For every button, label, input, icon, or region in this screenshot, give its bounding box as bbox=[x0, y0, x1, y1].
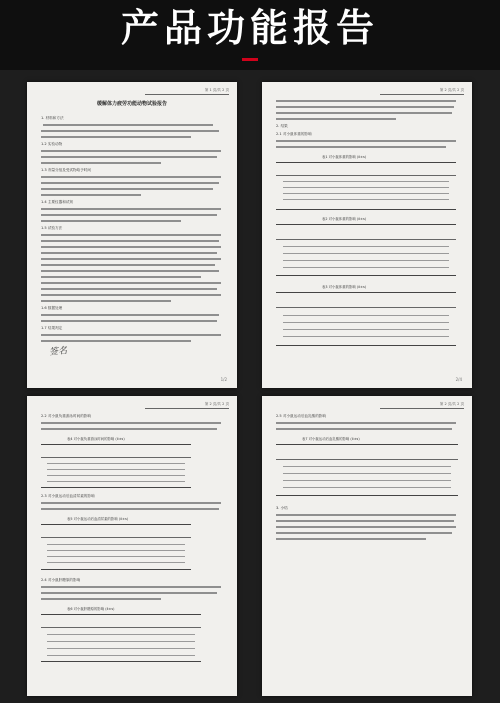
text-line bbox=[41, 264, 215, 266]
text-line bbox=[41, 334, 221, 336]
section-heading: 2.3 对小鼠运动后血清尿素的影响 bbox=[41, 494, 95, 498]
report-page-1[interactable] bbox=[27, 82, 237, 388]
text-line bbox=[41, 270, 219, 272]
text-line bbox=[41, 130, 219, 132]
text-line bbox=[41, 300, 171, 302]
text-line bbox=[276, 140, 456, 142]
text-line bbox=[41, 240, 219, 242]
document-gallery bbox=[0, 70, 500, 703]
table-row bbox=[283, 336, 449, 337]
section-heading: 2. 结果 bbox=[276, 124, 288, 128]
text-line bbox=[276, 118, 396, 120]
table-row bbox=[47, 634, 194, 635]
table-row bbox=[47, 469, 185, 470]
table-row bbox=[283, 199, 449, 200]
table-row bbox=[47, 463, 185, 464]
text-line bbox=[276, 112, 452, 114]
table-row bbox=[283, 315, 449, 316]
text-line bbox=[41, 220, 181, 222]
data-table bbox=[41, 614, 201, 662]
text-line bbox=[41, 188, 213, 190]
text-line bbox=[41, 176, 221, 178]
text-line bbox=[41, 258, 221, 260]
text-line bbox=[41, 508, 219, 510]
text-line bbox=[41, 194, 141, 196]
table-row bbox=[41, 627, 201, 628]
text-line bbox=[276, 100, 456, 102]
section-heading: 2.5 对小鼠运动后血乳酸的影响 bbox=[276, 414, 326, 418]
section-heading: 1.6 数据处理 bbox=[41, 306, 63, 310]
table-row bbox=[283, 187, 449, 188]
text-line bbox=[41, 592, 217, 594]
text-line bbox=[276, 428, 452, 430]
text-line bbox=[41, 586, 221, 588]
text-line bbox=[41, 156, 217, 158]
text-line bbox=[276, 422, 456, 424]
table-caption: 表1 对小鼠体重的影响 (x̄±s) bbox=[322, 155, 367, 159]
table-row bbox=[276, 459, 458, 460]
data-table bbox=[276, 444, 458, 496]
text-line bbox=[276, 146, 446, 148]
section-heading: 1.2 实验动物 bbox=[41, 142, 63, 146]
table-row bbox=[283, 260, 449, 261]
page-mark: 2/4 bbox=[455, 377, 462, 382]
text-line bbox=[276, 532, 452, 534]
text-line bbox=[41, 282, 221, 284]
table-row bbox=[283, 246, 449, 247]
table-row bbox=[47, 550, 185, 551]
title-accent-bar bbox=[242, 58, 258, 61]
text-line bbox=[41, 214, 217, 216]
page-header: 第 1 页/共 2 页 bbox=[145, 88, 229, 95]
signature: 签名 bbox=[48, 346, 68, 358]
data-table bbox=[41, 444, 191, 488]
table-row bbox=[47, 556, 185, 557]
table-row bbox=[47, 544, 185, 545]
table-row bbox=[283, 181, 449, 182]
table-row bbox=[283, 267, 449, 268]
table-row bbox=[276, 307, 456, 308]
table-row bbox=[283, 329, 449, 330]
text-line bbox=[276, 538, 426, 540]
table-caption: 表5 对小鼠运动后血清尿素的影响 (x̄±s) bbox=[67, 517, 129, 521]
table-row bbox=[47, 481, 185, 482]
table-row bbox=[47, 475, 185, 476]
text-line bbox=[41, 150, 221, 152]
table-row bbox=[283, 193, 449, 194]
data-table bbox=[276, 162, 456, 210]
page-header: 第 2 页/共 2 页 bbox=[380, 88, 464, 95]
data-table bbox=[276, 224, 456, 276]
table-row bbox=[276, 239, 456, 240]
section-heading: 3. 小结 bbox=[276, 506, 288, 510]
page-title: 产品功能报告 bbox=[120, 6, 379, 50]
table-row bbox=[283, 473, 450, 474]
text-line bbox=[276, 106, 454, 108]
text-line bbox=[41, 502, 221, 504]
table-row bbox=[283, 466, 450, 467]
text-line bbox=[41, 182, 219, 184]
section-heading: 1. 材料和方法 bbox=[41, 116, 64, 120]
report-page-2[interactable] bbox=[262, 82, 472, 388]
text-line bbox=[276, 526, 456, 528]
table-row bbox=[47, 655, 194, 656]
text-line bbox=[41, 314, 219, 316]
table-caption: 表6 对小鼠肝糖原的影响 (x̄±s) bbox=[67, 607, 115, 611]
section-heading: 2.2 对小鼠负重游泳时间的影响 bbox=[41, 414, 91, 418]
page-header: 第 2 页/共 2 页 bbox=[145, 402, 229, 409]
section-heading: 2.4 对小鼠肝糖原的影响 bbox=[41, 578, 81, 582]
table-row bbox=[41, 537, 191, 538]
section-heading: 2.1 对小鼠体重的影响 bbox=[276, 132, 312, 136]
text-line bbox=[41, 136, 191, 138]
text-line bbox=[43, 124, 213, 126]
table-row bbox=[283, 253, 449, 254]
table-row bbox=[283, 487, 450, 488]
text-line bbox=[41, 598, 161, 600]
table-row bbox=[41, 457, 191, 458]
text-line bbox=[41, 162, 161, 164]
section-heading: 1.3 剂量分组及受试物给予时间 bbox=[41, 168, 91, 172]
data-table bbox=[276, 292, 456, 346]
table-caption: 表3 对小鼠体重的影响 (x̄±s) bbox=[322, 285, 367, 289]
table-row bbox=[47, 562, 185, 563]
table-row bbox=[47, 641, 194, 642]
text-line bbox=[41, 428, 217, 430]
page-mark: 1/2 bbox=[220, 377, 227, 382]
data-table bbox=[41, 524, 191, 570]
section-heading: 1.4 主要仪器和试剂 bbox=[41, 200, 74, 204]
text-line bbox=[41, 422, 221, 424]
text-line bbox=[41, 246, 221, 248]
report-page-3[interactable] bbox=[27, 396, 237, 696]
text-line bbox=[276, 514, 456, 516]
table-row bbox=[276, 175, 456, 176]
text-line bbox=[276, 520, 454, 522]
table-row bbox=[283, 480, 450, 481]
table-row bbox=[47, 648, 194, 649]
section-heading: 1.5 试验方法 bbox=[41, 226, 63, 230]
page-header: 第 2 页/共 2 页 bbox=[380, 402, 464, 409]
text-line bbox=[41, 252, 217, 254]
table-caption: 表2 对小鼠体重的影响 (x̄±s) bbox=[322, 217, 367, 221]
table-caption: 表7 对小鼠运动后血乳酸的影响 (x̄±s) bbox=[302, 437, 360, 441]
text-line bbox=[41, 340, 191, 342]
text-line bbox=[41, 320, 217, 322]
report-title: 缓解体力疲劳功能动物试验报告 bbox=[96, 101, 167, 107]
text-line bbox=[41, 288, 217, 290]
table-row bbox=[283, 322, 449, 323]
text-line bbox=[41, 208, 221, 210]
text-line bbox=[41, 294, 221, 296]
table-caption: 表4 对小鼠负重游泳时间的影响 (x̄±s) bbox=[67, 437, 125, 441]
report-page-4[interactable] bbox=[262, 396, 472, 696]
text-line bbox=[41, 234, 221, 236]
section-heading: 1.7 结果判定 bbox=[41, 326, 63, 330]
text-line bbox=[41, 276, 201, 278]
